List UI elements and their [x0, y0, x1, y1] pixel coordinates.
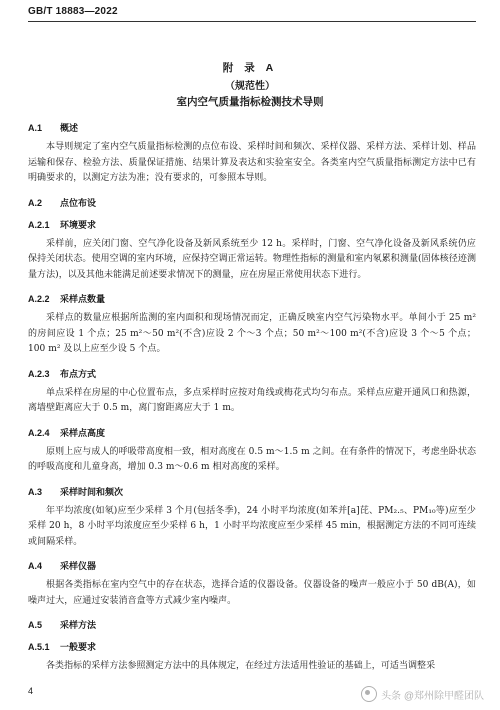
standard-number: GB/T 18883—2022	[28, 6, 118, 17]
section-number: A.5	[28, 620, 43, 630]
section-paragraph: 原则上应与成人的呼吸带高度相一致，相对高度在 0.5 m～1.5 m 之间。在有条件的情况下，考虑坐卧状态的呼吸高度和儿童身高，增加 0.3 m～0.6 m 相对高度的采样。	[28, 446, 476, 472]
section-paragraph: 采样前，应关闭门窗、空气净化设备及新风系统至少 12 h。采样时，门窗、空气净化设备及新风系统仍应保持关闭状态。使用空调的室内环境，应保持空调正常运转。物理性指标的测量和室内氡累积测量(固体核径迹测量方法)，以及其他未能满足前述要求情况下的测量，应在房屋正常使用状态下进行。	[28, 238, 476, 280]
section-heading	[28, 485, 476, 498]
section-title: 点位布设	[60, 197, 97, 208]
section-paragraph: 本导则规定了室内空气质量指标检测的点位布设、采样时间和频次、采样仪器、采样方法、采样计划、样品运输和保存、检验方法、质量保证措施、结果计算及表达和实验室安全。各类室内空气质量指标测定方法中已有明确要求的，以测定方法为准；没有要求的，可参照本导则。	[28, 142, 476, 183]
page-number: 4	[28, 686, 34, 696]
annex-title: 附 录 A	[222, 62, 278, 74]
section-number: A.2.3	[28, 368, 50, 379]
section-paragraph: 年平均浓度(如氡)应至少采样 3 个月(包括冬季)，24 小时平均浓度(如苯并[a]芘、PM₂.₅、PM₁₀等)应至少采样 20 h，8 小时平均浓度应至少采样 6 h，1 小时平均浓度应至少采样 45 min，根据测定方法的不同可连续或间隔采样。	[28, 505, 476, 547]
section-heading	[28, 292, 476, 305]
watermark-text: 头条 @郑州除甲醛团队	[381, 690, 484, 702]
section-title: 一般要求	[60, 642, 97, 652]
section-heading	[28, 218, 476, 231]
section-paragraph: 采样点的数量应根据所监测的室内面积和现场情况而定，正确反映室内空气污染物水平。单间小于 25 m² 的房间应设 1 个点；25 m²～50 m²(不含)应设 2 个～3 个点；50 m²～100 m²(不含)应设 3 个～5 个点；100 m² 及以上应至少设 5 个点。	[28, 313, 476, 354]
section-heading	[28, 640, 476, 653]
section-title: 环境要求	[60, 219, 97, 230]
watermark	[361, 686, 484, 702]
section-heading	[28, 196, 476, 209]
section-title: 布点方式	[60, 368, 97, 379]
section-number: A.2.2	[28, 294, 50, 304]
section-paragraph: 各类指标的采样方法参照测定方法中的具体规定，在经过方法适用性验证的基础上，可适当调整采	[46, 661, 436, 671]
annex-normative-label: （规范性）	[225, 81, 275, 92]
section-heading	[28, 426, 476, 439]
section-number: A.2.4	[28, 427, 50, 438]
watermark-logo-icon	[361, 686, 377, 702]
section-heading	[28, 618, 476, 631]
section-heading	[28, 367, 476, 380]
section-heading	[28, 121, 476, 134]
section-heading	[28, 559, 476, 572]
section-title: 采样仪器	[60, 561, 97, 571]
section-number: A.2	[28, 197, 43, 208]
document-body	[28, 112, 476, 675]
section-paragraph: 根据各类指标在室内空气中的存在状态，选择合适的仪器设备。仪器设备的噪声一般应小于 50 dB(A)，如噪声过大，应通过安装消音盒等方式减少室内噪声。	[28, 580, 476, 606]
section-number: A.1	[28, 123, 43, 133]
header-rule	[28, 21, 476, 22]
section-number: A.2.1	[28, 219, 50, 230]
section-title: 采样点数量	[60, 294, 106, 304]
section-title: 概述	[60, 123, 79, 133]
section-paragraph: 单点采样在房屋的中心位置布点，多点采样时应按对角线或梅花式均匀布点。采样点应避开通风口和热源，离墙壁距离应大于 0.5 m，离门窗距离应大于 1 m。	[28, 387, 476, 413]
section-number: A.5.1	[28, 642, 50, 652]
section-title: 采样点高度	[60, 427, 106, 438]
section-number: A.4	[28, 561, 43, 571]
section-number: A.3	[28, 486, 43, 497]
annex-name: 室内空气质量指标检测技术导则	[176, 96, 324, 108]
section-title: 采样时间和频次	[60, 486, 124, 497]
section-title: 采样方法	[60, 620, 97, 630]
